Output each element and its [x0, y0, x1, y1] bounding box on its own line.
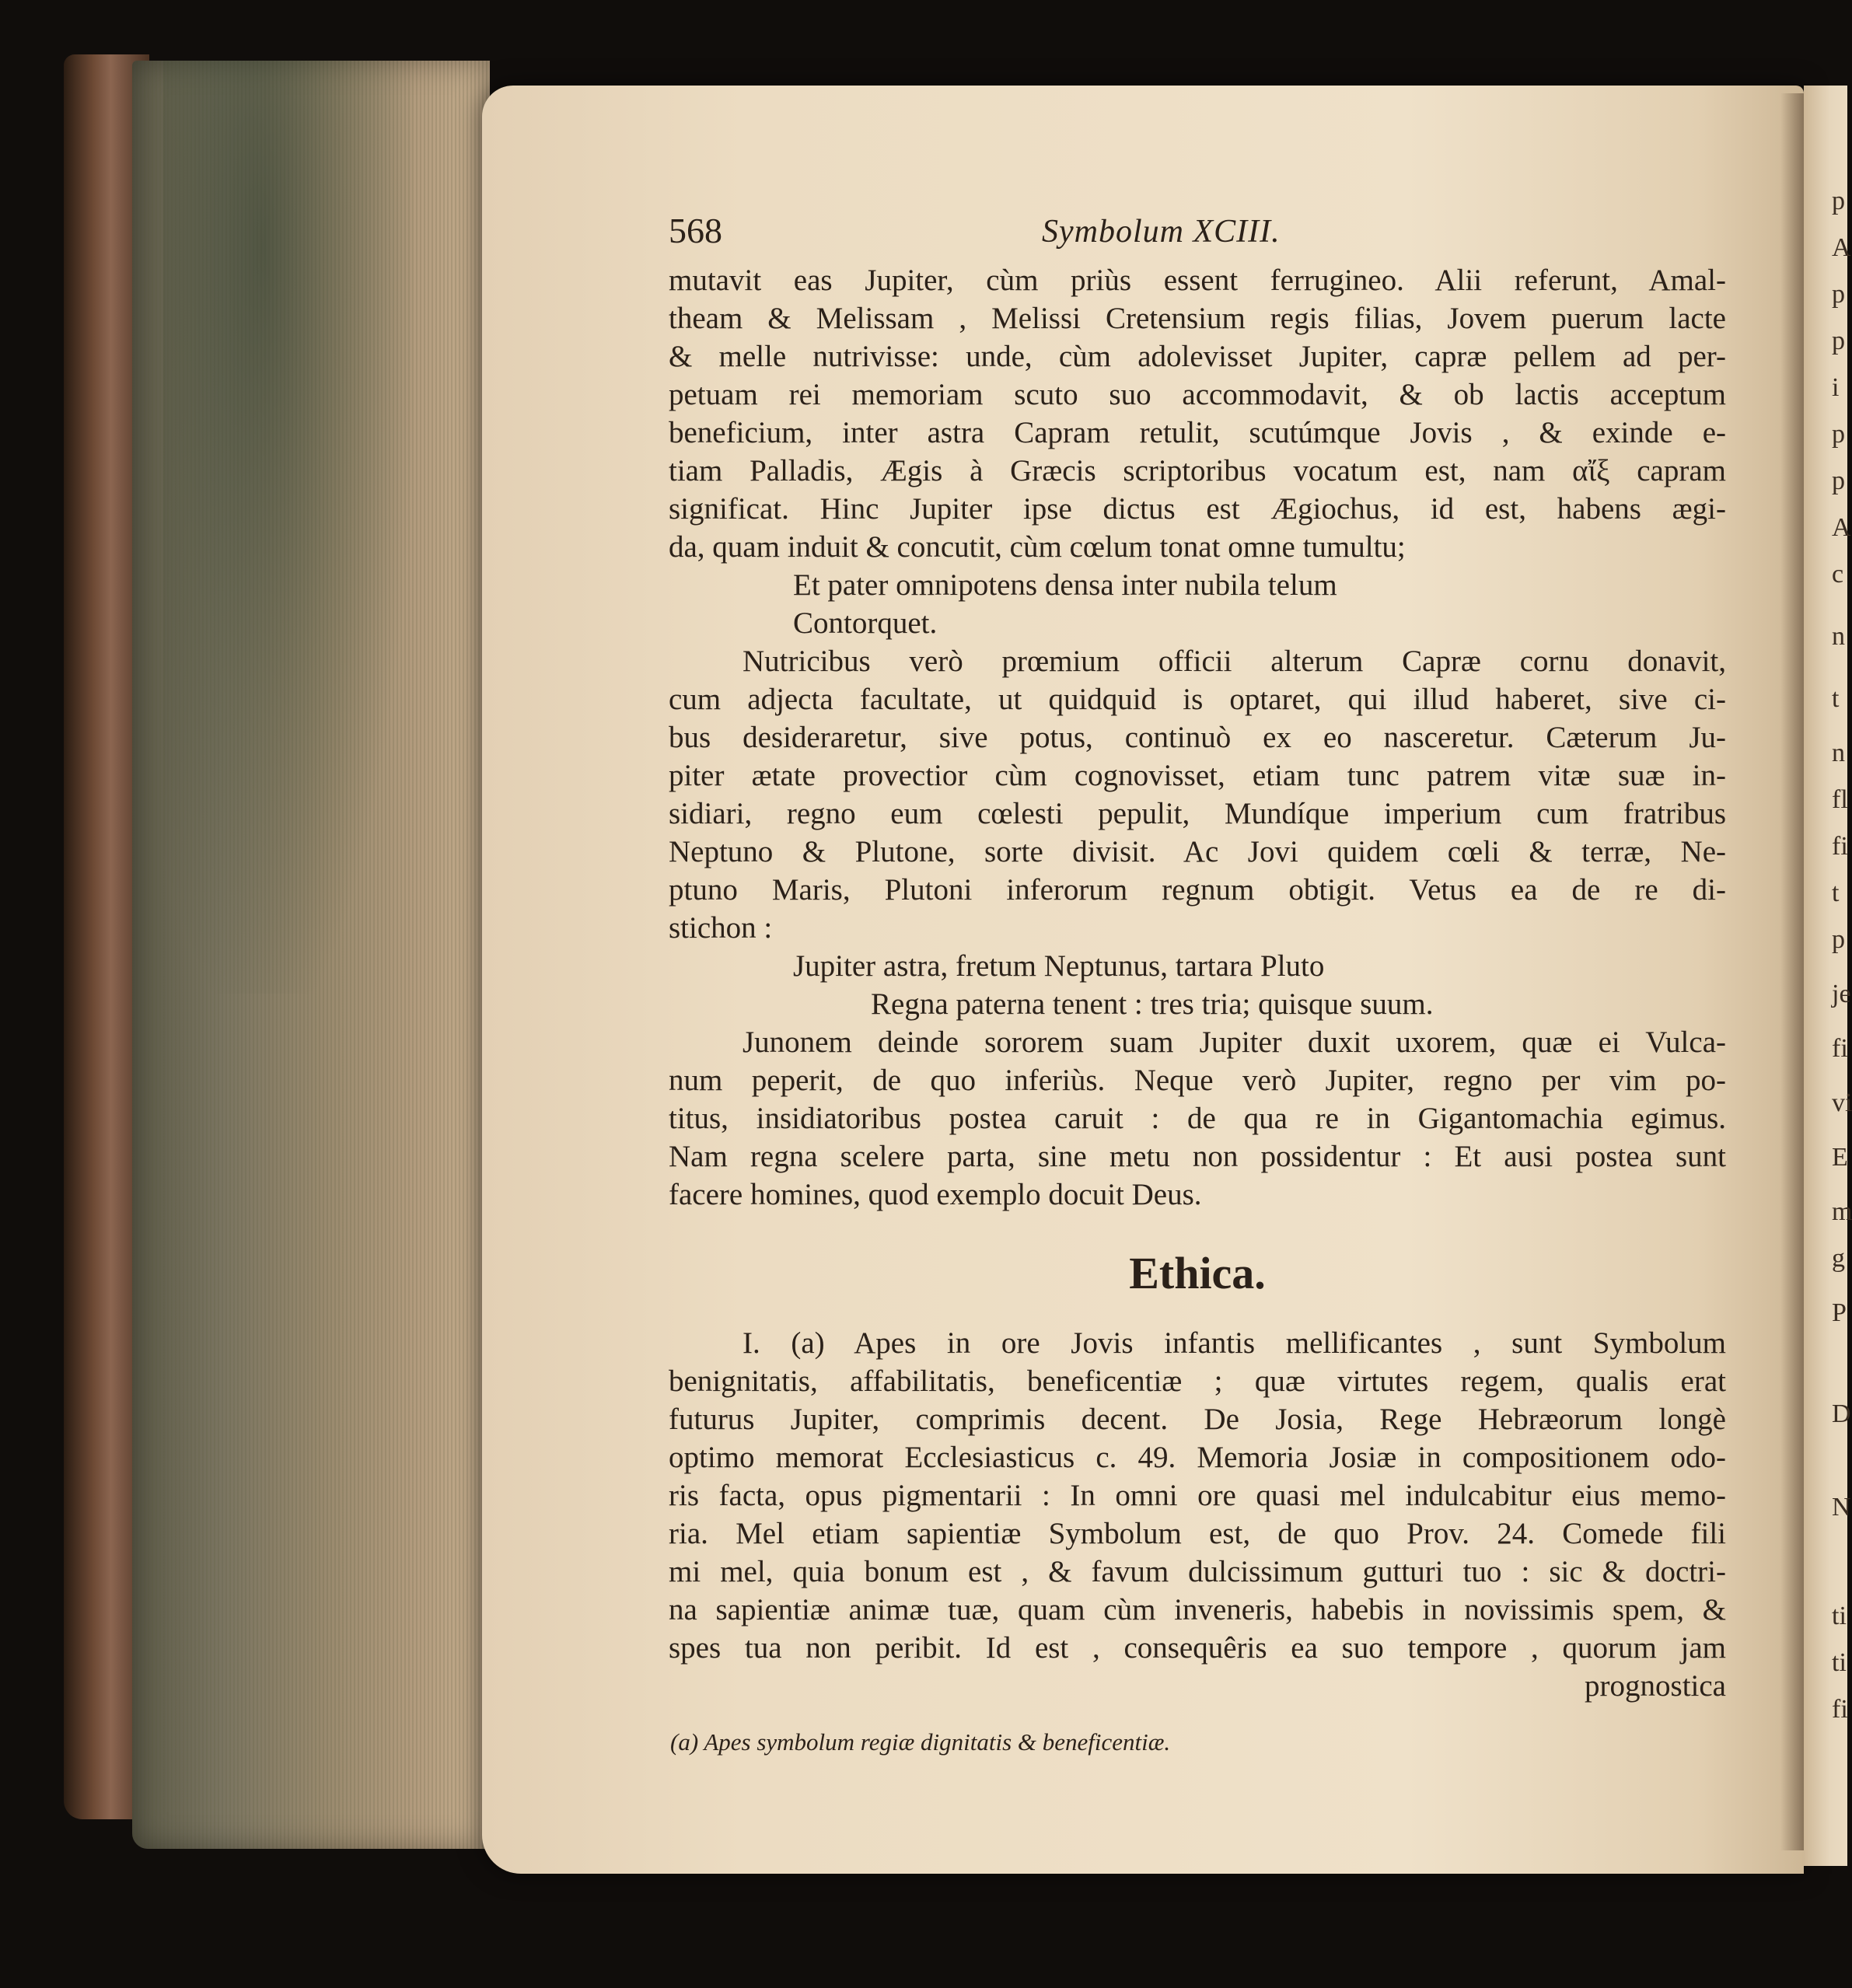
text-line: significat. Hinc Jupiter ipse dictus est Ægiochus, id est, habens ægi- — [669, 492, 1726, 526]
facing-page-letter: je — [1832, 980, 1851, 1008]
paragraph-1 — [669, 261, 1726, 528]
text-line: bus desideraretur, sive potus, continuò ex eo nasceretur. Cæterum Ju- — [669, 721, 1726, 754]
facing-page-letter: A — [1832, 233, 1851, 262]
facing-page-letter: p — [1832, 466, 1845, 495]
text-line: futurus Jupiter, comprimis decent. De Josia, Rege Hebræorum longè — [669, 1403, 1726, 1436]
page-block-fore-edge — [132, 61, 490, 1849]
facing-page-letter: fi — [1832, 1695, 1848, 1724]
text-line: Nam regna scelere parta, sine metu non possidentur : Et ausi postea sunt — [669, 1140, 1726, 1173]
text-line: num peperit, de quo inferiùs. Neque verò Jupiter, regno per vim po- — [669, 1064, 1726, 1097]
text-line: benignitatis, affabilitatis, beneficentiæ ; quæ virtutes regem, qualis erat — [669, 1364, 1726, 1398]
text-line: tiam Palladis, Ægis à Græcis scriptoribus vocatum est, nam αἴξ capram — [669, 454, 1726, 487]
facing-page-letter: p — [1832, 187, 1845, 215]
paragraph-4 — [669, 1324, 1726, 1667]
facing-page-letter: ti — [1832, 1648, 1847, 1677]
facing-page-letter: E — [1832, 1143, 1848, 1172]
facing-page-letter: p — [1832, 925, 1845, 954]
facing-page-letter: N — [1832, 1493, 1851, 1522]
edge-stain — [163, 61, 412, 994]
text-line: Neptuno & Plutone, sorte divisit. Ac Jovi quidem cœli & terræ, Ne- — [669, 835, 1726, 868]
text-line: spes tua non peribit. Id est , consequêris ea suo tempore , quorum jam — [669, 1631, 1726, 1665]
page-number: 568 — [669, 211, 722, 250]
text-line: sidiari, regno eum cœlesti pepulit, Mundíque imperium cum fratribus — [669, 797, 1726, 830]
text-line: petuam rei memoriam scuto suo accommodavit, & ob lactis acceptum — [669, 378, 1726, 411]
text-line: na sapientiæ animæ tuæ, quam cùm inveneris, habebis in novissimis spem, & — [669, 1593, 1726, 1626]
verse-line: Contorquet. — [793, 606, 938, 640]
text-line: Nutricibus verò prœmium officii alterum Capræ cornu donavit, — [743, 645, 1726, 678]
text-line: facere homines, quod exemplo docuit Deus. — [669, 1178, 1202, 1211]
facing-page-letter: i — [1832, 373, 1840, 402]
text-line: cum adjecta facultate, ut quidquid is optaret, qui illud haberet, sive ci- — [669, 683, 1726, 716]
facing-page-letter: P — [1832, 1298, 1847, 1327]
verse-line: Et pater omnipotens densa inter nubila telum — [793, 568, 1337, 602]
verse-line: Regna paterna tenent : tres tria; quisque suum. — [871, 987, 1434, 1021]
text-line: beneficium, inter astra Capram retulit, scutúmque Jovis , & exinde e- — [669, 416, 1726, 449]
facing-page-letter: p — [1832, 420, 1845, 449]
text-line: ria. Mel etiam sapientiæ Symbolum est, de quo Prov. 24. Comede fili — [669, 1517, 1726, 1550]
facing-page-letter: c — [1832, 560, 1844, 589]
facing-page-letter: p — [1832, 327, 1845, 355]
running-head — [669, 210, 1726, 258]
text-line: theam & Melissam , Melissi Cretensium regis filias, Jovem puerum lacte — [669, 302, 1726, 335]
text-line: optimo memorat Ecclesiasticus c. 49. Memoria Josiæ in compositionem odo- — [669, 1441, 1726, 1474]
facing-page-letter: ti — [1832, 1602, 1847, 1630]
facing-page-letter: m — [1832, 1197, 1852, 1226]
page-text-block — [669, 210, 1726, 1759]
text-line: mi mel, quia bonum est , & favum dulcissimum gutturi tuo : sic & doctri- — [669, 1555, 1726, 1588]
text-line: & melle nutrivisse: unde, cùm adolevisset Jupiter, capræ pellem ad per- — [669, 340, 1726, 373]
verse-line: Jupiter astra, fretum Neptunus, tartara Pluto — [793, 949, 1325, 983]
facing-page-letter: t — [1832, 879, 1840, 907]
text-line: piter ætate provectior cùm cognovisset, etiam tunc patrem vitæ suæ in- — [669, 759, 1726, 792]
paragraph-2 — [669, 642, 1726, 909]
facing-page-letter: D — [1832, 1399, 1851, 1428]
facing-page-letter: fi — [1832, 1034, 1848, 1063]
running-title: Symbolum XCIII. — [1042, 214, 1281, 250]
facing-page-letter: t — [1832, 684, 1840, 713]
facing-page-letter: n — [1832, 739, 1845, 767]
facing-page-letter: p — [1832, 280, 1845, 309]
section-heading: Ethica. — [1129, 1248, 1266, 1298]
text-line: stichon : — [669, 911, 773, 945]
paragraph-3 — [669, 1023, 1726, 1176]
text-line: I. (a) Apes in ore Jovis infantis mellificantes , sunt Symbolum — [743, 1326, 1726, 1360]
text-line: Junonem deinde sororem suam Jupiter duxit uxorem, quæ ei Vulca- — [743, 1025, 1726, 1059]
facing-page-letter: g — [1832, 1244, 1845, 1273]
text-line: mutavit eas Jupiter, cùm priùs essent ferrugineo. Alii referunt, Amal- — [669, 264, 1726, 297]
facing-page-letter: A — [1832, 513, 1851, 542]
text-line: ptuno Maris, Plutoni inferorum regnum obtigit. Vetus ea de re di- — [669, 873, 1726, 907]
facing-page-letter: fi — [1832, 832, 1848, 861]
text-line: ris facta, opus pigmentarii : In omni ore quasi mel indulcabitur eius memo- — [669, 1479, 1726, 1512]
facing-page-letter: n — [1832, 622, 1845, 651]
footnote: (a) Apes symbolum regiæ dignitatis & beneficentiæ. — [670, 1728, 1171, 1756]
text-line: titus, insidiatoribus postea caruit : de qua re in Gigantomachia egimus. — [669, 1102, 1726, 1135]
catchword: prognostica — [1585, 1669, 1726, 1703]
right-page-edge — [1804, 86, 1852, 1866]
facing-page-letter: vi — [1832, 1088, 1852, 1117]
facing-page-letter: fl — [1832, 785, 1848, 814]
text-line: da, quam induit & concutit, cùm cœlum tonat omne tumultu; — [669, 530, 1406, 564]
